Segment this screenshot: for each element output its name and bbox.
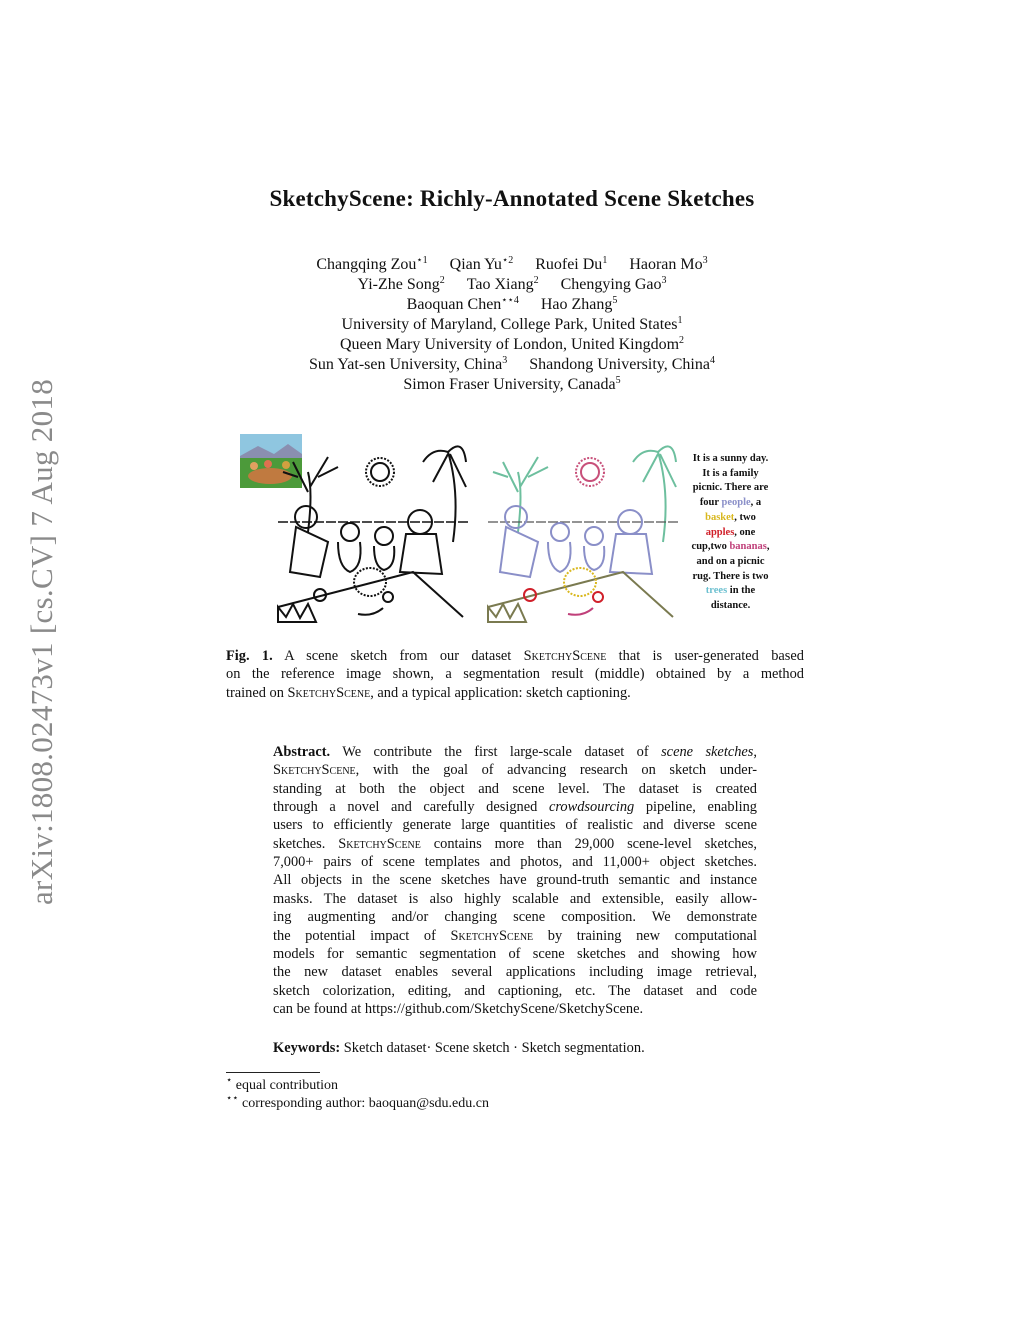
caption-text-line xyxy=(683,481,778,496)
author-affiliation-mark: 4 xyxy=(709,355,715,366)
caption-text-line xyxy=(683,496,778,511)
text-line xyxy=(226,684,804,702)
caption-text-line xyxy=(683,526,778,541)
caption-text: , two xyxy=(734,511,756,523)
footnote-text: equal contribution xyxy=(235,1078,339,1093)
author-line xyxy=(0,295,1024,315)
text-segment: , and a typical application: sketch captioning. xyxy=(370,684,631,701)
caption-text: and on a picnic xyxy=(696,555,765,567)
author-affiliation-mark: ⋆⋆4 xyxy=(501,295,519,306)
author-name: Tao Xiang xyxy=(466,276,534,293)
text-line xyxy=(226,665,804,683)
caption-text: four xyxy=(699,497,722,509)
text-line xyxy=(273,890,757,908)
author-affiliation-mark: 5 xyxy=(612,295,618,306)
caption-text-line xyxy=(683,467,778,482)
text-segment: the new dataset enables several applications including image retrieval, xyxy=(273,964,757,981)
text-segment: , with the goal of advancing research on sketch under- xyxy=(355,762,757,779)
text-segment: users to efficiently generate large quantities of realistic and diverse scene xyxy=(273,817,757,834)
figure-generated-caption xyxy=(683,452,778,614)
text-segment: Keywords: xyxy=(273,1040,341,1056)
caption-text: rug. There is two xyxy=(692,570,769,582)
text-line xyxy=(273,963,757,981)
author-affiliation-mark: 3 xyxy=(702,255,708,266)
footnote-mark: ⋆ xyxy=(226,1075,233,1086)
text-segment: crowdsourcing xyxy=(548,799,635,816)
text-line xyxy=(273,908,757,926)
caption-text: picnic. There are xyxy=(692,482,769,494)
sketch-black xyxy=(278,446,468,622)
footnote-rule xyxy=(226,1072,320,1073)
keyword-trees: trees xyxy=(705,585,728,597)
text-segment: Abstract. xyxy=(273,744,331,760)
text-segment: We contribute the first large-scale dataset of xyxy=(330,744,662,760)
keyword-people: people xyxy=(721,497,751,509)
figure-sketches xyxy=(238,432,678,627)
text-segment: SketchyScene xyxy=(273,762,356,779)
caption-text: , one xyxy=(734,526,756,538)
text-line xyxy=(273,1000,757,1018)
text-segment: trained on xyxy=(226,684,288,701)
text-line xyxy=(273,927,757,945)
author-line xyxy=(0,355,1024,375)
author-name: Baoquan Chen xyxy=(406,296,502,313)
author-entry xyxy=(467,276,539,293)
author-entry xyxy=(561,276,667,293)
keyword-apples: apples xyxy=(705,526,735,538)
text-segment: SketchyScene xyxy=(287,684,371,701)
text-segment: pipeline, enabling xyxy=(634,799,757,816)
caption-text-line xyxy=(683,555,778,570)
keyword-basket: basket xyxy=(705,511,735,523)
text-segment: can be found at https://github.com/SketchyScene/SketchyScene. xyxy=(273,1000,644,1017)
author-affiliation-mark: 3 xyxy=(502,355,508,366)
paper-title: SketchyScene: Richly-Annotated Scene Sketches xyxy=(269,186,755,211)
text-line xyxy=(273,871,757,889)
author-entry xyxy=(342,316,683,333)
text-segment: on the reference image shown, a segmentation result (middle) obtained by a method xyxy=(226,666,804,683)
text-segment: contains more than 29,000 scene-level sketches, xyxy=(420,835,757,852)
author-entry xyxy=(535,256,607,273)
text-segment: models for semantic segmentation of scene sketches and showing how xyxy=(273,945,757,962)
keyword-bananas: bananas xyxy=(729,541,767,553)
text-segment: , xyxy=(753,744,757,760)
author-affiliation-mark: 5 xyxy=(615,375,621,386)
caption-text: , a xyxy=(750,497,762,509)
sketch-segmented xyxy=(488,446,678,622)
text-segment: All objects in the scene sketches have ground-truth semantic and instance xyxy=(273,872,757,889)
caption-text-line xyxy=(683,540,778,555)
author-entry xyxy=(529,356,715,373)
caption-text-line xyxy=(683,452,778,467)
text-segment: by training new computational xyxy=(533,927,757,944)
footnote-text: corresponding author: baoquan@sdu.edu.cn xyxy=(242,1096,489,1111)
text-segment: SketchyScene xyxy=(450,927,534,944)
footnote xyxy=(226,1095,489,1113)
text-line xyxy=(273,853,757,871)
author-affiliation-mark: 2 xyxy=(533,275,539,286)
author-name: Changqing Zou xyxy=(316,256,417,273)
author-affiliation-mark: 3 xyxy=(661,275,667,286)
text-segment: masks. The dataset is also highly scalable and extensible, easily allow- xyxy=(273,890,757,907)
author-line xyxy=(0,315,1024,335)
reference-photo xyxy=(240,434,302,488)
caption-text: It is a sunny day. xyxy=(692,453,769,464)
caption-text: in the xyxy=(727,585,756,597)
figure-1 xyxy=(238,432,678,627)
text-line xyxy=(273,1039,757,1057)
author-affiliation-mark: 2 xyxy=(679,335,685,346)
author-affiliation-mark: ⋆2 xyxy=(501,255,514,266)
author-affiliation-mark: 1 xyxy=(602,255,608,266)
author-name: Sun Yat-sen University, China xyxy=(309,356,503,373)
author-affiliation-mark: ⋆1 xyxy=(416,255,428,266)
caption-text-line xyxy=(683,599,778,614)
author-entry xyxy=(541,296,618,313)
text-segment: sketch colorization, editing, and captioning, etc. The dataset and code xyxy=(273,982,757,999)
author-name: Simon Fraser University, Canada xyxy=(403,376,616,393)
author-name: Chengying Gao xyxy=(560,276,662,293)
text-line xyxy=(226,647,804,665)
caption-text-line xyxy=(683,511,778,526)
text-line xyxy=(273,743,757,761)
text-segment: Sketch dataset· Scene sketch · Sketch segmentation. xyxy=(340,1040,645,1056)
text-segment: SketchyScene xyxy=(338,835,421,852)
author-name: Hao Zhang xyxy=(540,296,613,313)
text-segment: standing at both the object and scene level. The dataset is created xyxy=(273,780,757,797)
author-name: Haoran Mo xyxy=(629,256,703,273)
text-segment: sketches. xyxy=(273,835,339,852)
caption-text-line xyxy=(683,570,778,585)
text-segment: Fig. 1. xyxy=(226,648,273,664)
arxiv-identifier-stamp: arXiv:1808.02473v1 [cs.CV] 7 Aug 2018 xyxy=(24,378,59,906)
author-entry xyxy=(358,276,445,293)
author-name: Queen Mary University of London, United Kingdom xyxy=(339,336,680,353)
text-segment: ing augmenting and/or changing scene composition. We demonstrate xyxy=(273,909,757,926)
author-entry xyxy=(340,336,684,353)
text-segment: A scene sketch from our dataset xyxy=(272,648,524,664)
caption-text: It is a family xyxy=(702,467,759,479)
author-entry xyxy=(309,356,507,373)
caption-text-line xyxy=(683,584,778,599)
author-name: Yi-Zhe Song xyxy=(357,276,440,293)
text-segment: SketchyScene xyxy=(523,648,607,664)
text-segment: 7,000+ pairs of scene templates and photos, and 11,000+ object sketches. xyxy=(273,854,757,871)
author-affiliation-mark: 1 xyxy=(677,315,683,326)
author-entry xyxy=(316,256,427,273)
text-line xyxy=(273,798,757,816)
text-line xyxy=(273,945,757,963)
author-affiliation-mark: 2 xyxy=(439,275,445,286)
caption-text: , xyxy=(766,541,770,553)
text-line xyxy=(273,835,757,853)
author-entry xyxy=(629,256,707,273)
footnote-mark: ⋆⋆ xyxy=(226,1093,239,1104)
author-name: Qian Yu xyxy=(449,256,502,273)
text-segment: that is user-generated based xyxy=(606,648,804,664)
text-segment: through a novel and carefully designed xyxy=(273,799,549,816)
text-line xyxy=(273,816,757,834)
text-line xyxy=(273,780,757,798)
author-name: Ruofei Du xyxy=(535,256,603,273)
author-entry xyxy=(407,296,519,313)
text-line xyxy=(273,982,757,1000)
footnote xyxy=(226,1077,338,1095)
caption-text: distance. xyxy=(710,600,751,612)
author-line xyxy=(0,255,1024,275)
author-line xyxy=(0,375,1024,395)
author-line xyxy=(0,275,1024,295)
text-segment: the potential impact of xyxy=(273,927,451,944)
caption-text: cup,two xyxy=(691,541,730,553)
author-name: Shandong University, China xyxy=(529,356,710,373)
text-line xyxy=(273,761,757,779)
text-segment: scene sketches xyxy=(661,744,754,760)
author-line xyxy=(0,335,1024,355)
author-entry xyxy=(403,376,620,393)
author-name: University of Maryland, College Park, United States xyxy=(341,316,678,333)
author-entry xyxy=(450,256,514,273)
